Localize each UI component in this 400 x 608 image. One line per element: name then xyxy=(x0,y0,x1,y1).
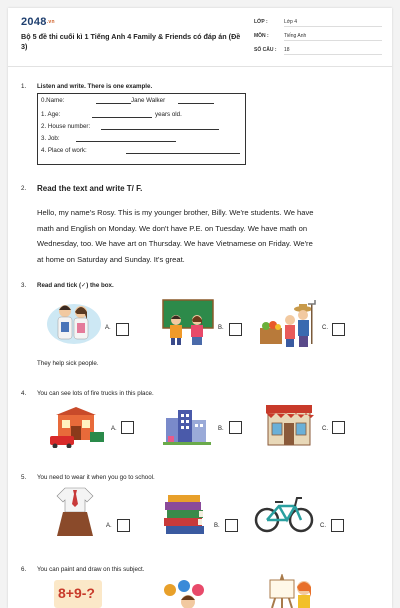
english-image xyxy=(160,578,216,608)
shop-image xyxy=(264,401,314,447)
math-text: 8+9-? xyxy=(58,585,95,601)
bicycle-image xyxy=(254,492,314,534)
doctors-image xyxy=(46,298,102,344)
answer-blank-3[interactable] xyxy=(76,135,176,142)
option-a-checkbox[interactable] xyxy=(117,519,130,532)
table-row: 4. Place of work: xyxy=(41,147,87,154)
books-image xyxy=(162,494,206,536)
option-a-checkbox[interactable] xyxy=(121,421,134,434)
answer-blank-2[interactable] xyxy=(101,123,219,130)
question-3-caption: They help sick people. xyxy=(37,360,99,367)
table-row: 2. House number: xyxy=(41,123,91,130)
option-c-label: C. xyxy=(320,523,326,529)
farmers-image xyxy=(258,298,320,350)
option-a-label: A. xyxy=(106,523,112,529)
art-image xyxy=(262,574,318,608)
option-b-label: B. xyxy=(218,325,224,331)
document-title: Bộ 5 đề thi cuối kì 1 Tiếng Anh 4 Family & Friends có đáp án (Đề 3) xyxy=(21,32,241,51)
option-a-label: A. xyxy=(105,325,111,331)
teachers-image xyxy=(158,298,216,346)
document-header: $2048^{.vn}$ Bộ 5 đề thi cuối kì 1 Tiếng Anh 4 Family & Friends có đáp án (Đề 3) LỚP : Lớp 4 MÔN : Tiếng Anh SỐ CÂU : 18 xyxy=(8,8,392,67)
school-uniform-image xyxy=(53,486,97,538)
option-c-checkbox[interactable] xyxy=(332,421,345,434)
option-b-label: B. xyxy=(214,523,220,529)
table-row: 0.Name: xyxy=(41,97,65,104)
answer-blank-1[interactable] xyxy=(92,111,152,118)
option-c-checkbox[interactable] xyxy=(332,323,345,336)
reading-passage: Hello, my name's Rosy. This is my younger brother, Billy. We're students. We have math and English on Monday. We don't have P.E. on Tuesday. We have math on Wednesday, too. We have art on Thursday. We have Vietnamese on Friday. We're at home on Saturday and Sunday. It's great. xyxy=(37,208,314,264)
site-logo[interactable]: $2048^{.vn}$ xyxy=(21,16,55,28)
option-c-checkbox[interactable] xyxy=(331,519,344,532)
fire-station-image xyxy=(46,406,108,448)
age-suffix: years old. xyxy=(155,111,182,118)
option-a-checkbox[interactable] xyxy=(116,323,129,336)
table-row: 1. Age: xyxy=(41,111,61,118)
answer-blank-4[interactable] xyxy=(126,147,240,154)
listen-write-table xyxy=(37,93,246,165)
math-image xyxy=(50,576,106,608)
option-b-checkbox[interactable] xyxy=(225,519,238,532)
option-c-label: C. xyxy=(322,325,328,331)
option-b-checkbox[interactable] xyxy=(229,421,242,434)
table-row: 3. Job: xyxy=(41,135,60,142)
document-page: $2048^{.vn}$ Bộ 5 đề thi cuối kì 1 Tiếng Anh 4 Family & Friends có đáp án (Đề 3) LỚP : Lớp 4 MÔN : Tiếng Anh SỐ CÂU : 18 1. Listen and write. There is one example. 0.Name: Jane Walker 1. Age: years old. 2. House number: 3. Job: 4. Place of work: 2. Read the text and write T/ F. Hello, my name's Rosy. This is my younger brother, Billy. We're students. We have math and English on Monday. We don't have P.E. on Tuesday. We have math on Wednesday, too. We have art on Thursday. We have Vietnamese on Friday. We're at home on Saturday and Sunday. It's great. 3. Read and tick (✓) the box. A. B. C. They help sick people. 4. You can see lots of fire trucks in this place. A. B. C. 5. You need to wear it when you go to school. A. B. C. 6. You can paint and draw on this subject. 8+9-? xyxy=(8,8,392,608)
option-a-label: A. xyxy=(111,426,117,432)
option-b-label: B. xyxy=(218,426,224,432)
office-buildings-image xyxy=(162,406,212,446)
example-answer: Jane Walker xyxy=(131,97,166,104)
option-b-checkbox[interactable] xyxy=(229,323,242,336)
option-c-label: C. xyxy=(322,426,328,432)
